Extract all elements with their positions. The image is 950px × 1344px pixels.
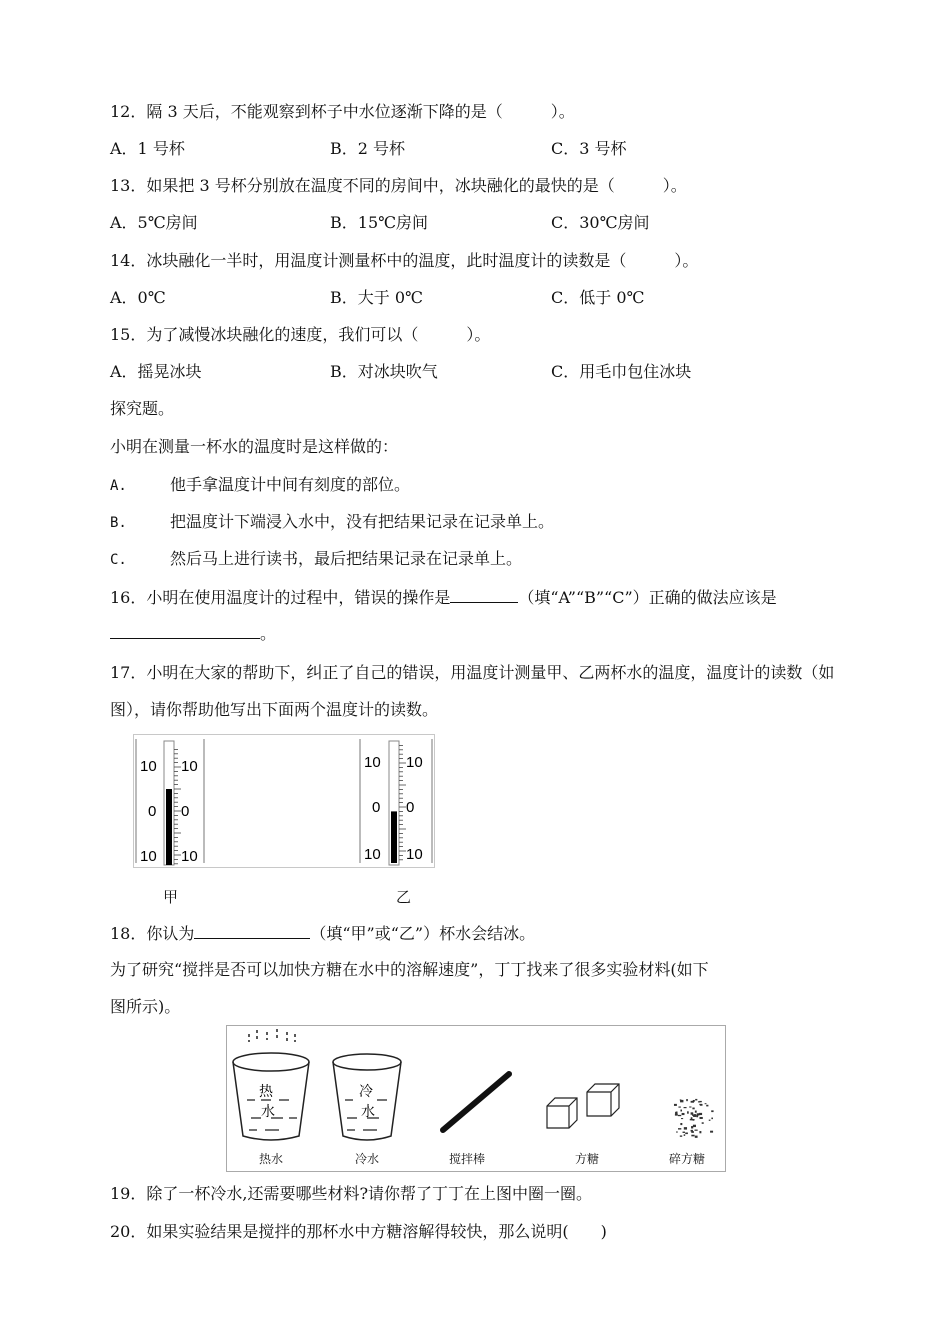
q13-option-a: A．5℃房间 bbox=[110, 213, 198, 232]
q12-stem: 12．隔 3 天后，不能观察到杯子中水位逐渐下降的是（ ）。 bbox=[110, 102, 575, 121]
thermometer-jia bbox=[136, 739, 204, 865]
jia-tick-left-zero: 0 bbox=[148, 803, 157, 820]
yi-tick-left-bottom: 10 bbox=[364, 846, 381, 863]
hot-cup-char1: 热 bbox=[259, 1084, 273, 1100]
intro2-line2: 图所示)。 bbox=[110, 997, 181, 1016]
thermometer-jia-liquid bbox=[166, 789, 172, 865]
thermometer-figure bbox=[133, 734, 435, 868]
section-title: 探究题。 bbox=[110, 399, 175, 418]
q13-option-c: C．30℃房间 bbox=[551, 213, 650, 232]
materials-figure bbox=[226, 1025, 726, 1172]
q16-blank-2[interactable] bbox=[110, 622, 260, 639]
q14-stem: 14．冰块融化一半时，用温度计测量杯中的温度，此时温度计的读数是（ ）。 bbox=[110, 251, 699, 270]
thermometer-yi-caption: 乙 bbox=[396, 888, 412, 906]
q14-option-a: A．0℃ bbox=[110, 288, 166, 307]
section-intro: 小明在测量一杯水的温度时是这样做的： bbox=[110, 437, 399, 456]
stirring-rod-icon bbox=[443, 1074, 509, 1130]
step-b-mark: B. bbox=[110, 515, 127, 531]
step-a-text: 他手拿温度计中间有刻度的部位。 bbox=[170, 475, 411, 494]
thermometer-yi bbox=[360, 739, 432, 865]
yi-tick-right-top: 10 bbox=[406, 754, 423, 771]
material-label-stirrer: 搅拌棒 bbox=[448, 1152, 485, 1166]
hot-cup-char2: 水 bbox=[261, 1104, 275, 1120]
step-c-mark: C. bbox=[110, 552, 127, 568]
q12-option-c: C．3 号杯 bbox=[551, 139, 627, 158]
yi-tick-right-zero: 0 bbox=[406, 799, 415, 816]
crushed-sugar-icon bbox=[674, 1099, 714, 1138]
q16-end: 。 bbox=[260, 624, 277, 643]
cold-cup-char1: 冷 bbox=[359, 1084, 373, 1100]
jia-tick-left-top: 10 bbox=[140, 758, 157, 775]
q15-option-a: A．摇晃冰块 bbox=[110, 362, 202, 381]
sugar-cube-icon bbox=[547, 1084, 619, 1128]
jia-tick-right-zero: 0 bbox=[181, 803, 190, 820]
q18-part1: 18．你认为 bbox=[110, 924, 195, 943]
jia-tick-left-bottom: 10 bbox=[140, 848, 157, 865]
jia-tick-right-top: 10 bbox=[181, 758, 198, 775]
q17-line2: 图），请你帮助他写出下面两个温度计的读数。 bbox=[110, 700, 439, 719]
q14-option-c: C．低于 0℃ bbox=[551, 288, 645, 307]
q16-part2: （填“A”“B”“C”）正确的做法应该是 bbox=[518, 588, 777, 607]
thermometer-jia-caption: 甲 bbox=[163, 888, 179, 906]
q14-option-b: B．大于 0℃ bbox=[330, 288, 423, 307]
q15-option-c: C．用毛巾包住冰块 bbox=[551, 362, 692, 381]
cold-cup-char2: 水 bbox=[361, 1104, 375, 1120]
q13-stem: 13．如果把 3 号杯分别放在温度不同的房间中，冰块融化的最快的是（ ）。 bbox=[110, 176, 687, 195]
q17-line1: 17．小明在大家的帮助下，纠正了自己的错误，用温度计测量甲、乙两杯水的温度，温度计的读数（如 bbox=[110, 663, 835, 682]
material-label-crushed-sugar: 碎方糖 bbox=[668, 1152, 705, 1166]
jia-tick-right-bottom: 10 bbox=[181, 848, 198, 865]
yi-tick-right-bottom: 10 bbox=[406, 846, 423, 863]
material-label-hot-water: 热水 bbox=[258, 1152, 283, 1166]
q16-part1: 16．小明在使用温度计的过程中，错误的操作是 bbox=[110, 588, 451, 607]
step-c-text: 然后马上进行读书，最后把结果记录在记录单上。 bbox=[170, 549, 523, 568]
q18-line bbox=[110, 922, 535, 945]
step-a-mark: A. bbox=[110, 478, 127, 494]
q15-stem: 15．为了减慢冰块融化的速度，我们可以（ ）。 bbox=[110, 325, 491, 344]
q16-line2 bbox=[110, 622, 276, 645]
q16-blank-1[interactable] bbox=[450, 586, 518, 603]
q12-option-b: B．2 号杯 bbox=[330, 139, 406, 158]
yi-tick-left-zero: 0 bbox=[372, 799, 381, 816]
yi-tick-left-top: 10 bbox=[364, 754, 381, 771]
material-label-sugar-cube: 方糖 bbox=[574, 1152, 599, 1166]
thermometer-svg bbox=[134, 735, 434, 867]
q13-option-b: B．15℃房间 bbox=[330, 213, 429, 232]
intro2-line1: 为了研究“搅拌是否可以加快方糖在水中的溶解速度”，丁丁找来了很多实验材料(如下 bbox=[110, 960, 709, 979]
material-label-cold-water: 冷水 bbox=[354, 1152, 379, 1166]
q20-text: 20．如果实验结果是搅拌的那杯水中方糖溶解得较快，那么说明( ) bbox=[110, 1222, 607, 1241]
q15-option-b: B．对冰块吹气 bbox=[330, 362, 438, 381]
thermometer-yi-liquid bbox=[391, 811, 397, 863]
q19-text: 19．除了一杯冷水,还需要哪些材料?请你帮了丁丁在上图中圈一圈。 bbox=[110, 1184, 593, 1203]
q12-option-a: A．1 号杯 bbox=[110, 139, 185, 158]
step-b-text: 把温度计下端浸入水中，没有把结果记录在记录单上。 bbox=[170, 512, 555, 531]
q18-blank[interactable] bbox=[194, 922, 310, 939]
q18-part2: （填“甲”或“乙”）杯水会结冰。 bbox=[310, 924, 536, 943]
q16-line1 bbox=[110, 586, 777, 609]
